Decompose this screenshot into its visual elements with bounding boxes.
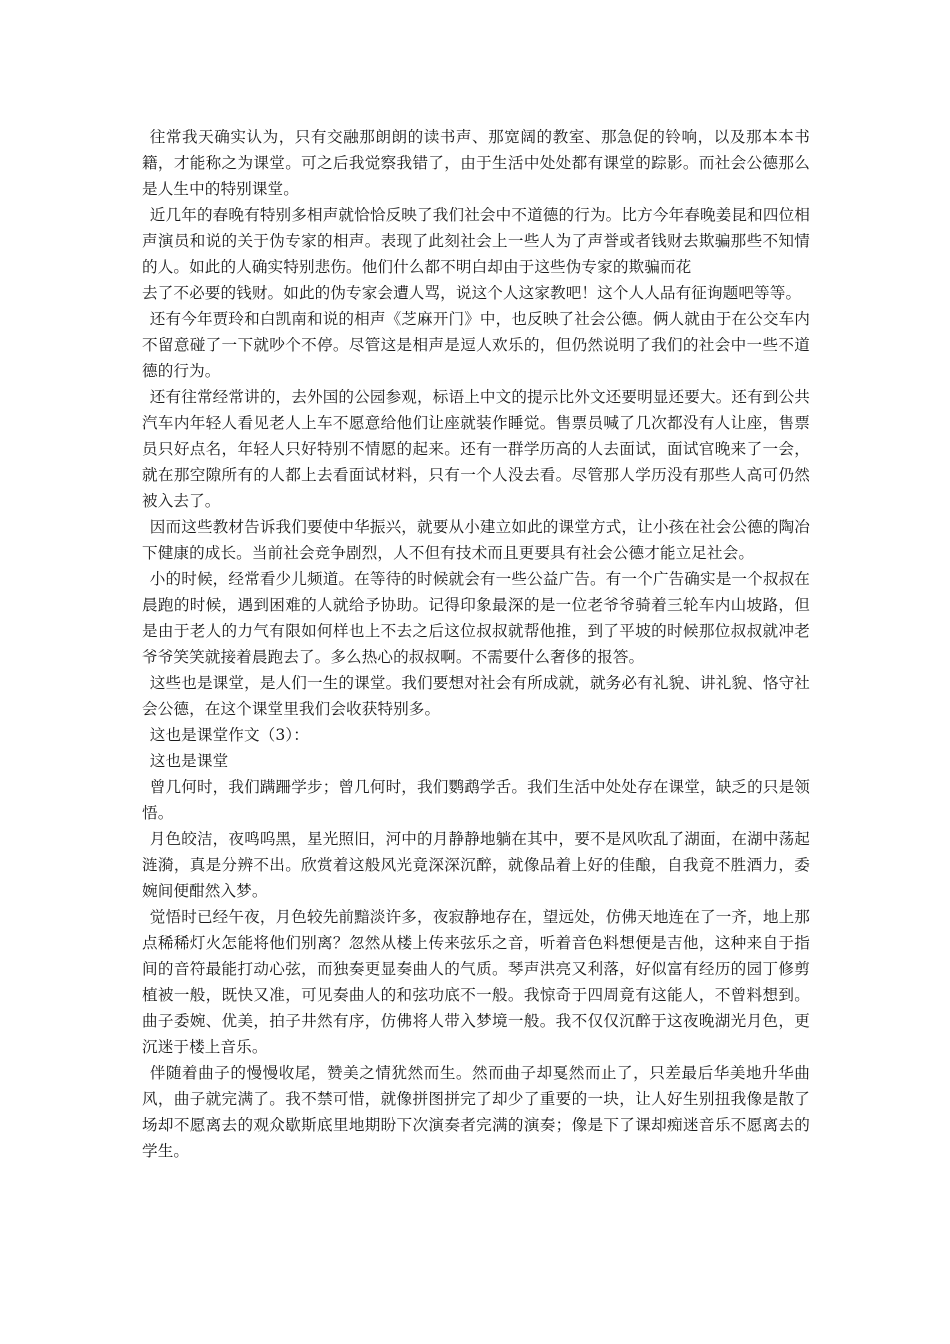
paragraph: 这些也是课堂，是人们一生的课堂。我们要想对社会有所成就，就务必有礼貌、讲礼貌、恪守社会公德，在这个课堂里我们会收获特别多。	[142, 674, 810, 718]
paragraph: 去了不必要的钱财。如此的伪专家会遭人骂，说这个人这家教吧！这个人人品有征询题吧等等。	[142, 284, 802, 302]
paragraph: 曾几何时，我们蹒跚学步；曾几何时，我们鹦鹉学舌。我们生活中处处存在课堂，缺乏的只是领悟。	[142, 778, 810, 822]
paragraph: 近几年的春晚有特别多相声就恰恰反映了我们社会中不道德的行为。比方今年春晚姜昆和四位相声演员和说的关于伪专家的相声。表现了此刻社会上一些人为了声誉或者钱财去欺骗那些不知情的人。如此的人确实特别悲伤。他们什么都不明白却由于这些伪专家的欺骗而花	[142, 206, 810, 276]
paragraph: 往常我天确实认为，只有交融那朗朗的读书声、那宽阔的教室、那急促的铃响，以及那本本书籍，才能称之为课堂。可之后我觉察我错了，由于生活中处处都有课堂的踪影。而社会公德那么是人生中的特别课堂。	[142, 128, 810, 198]
paragraph: 伴随着曲子的慢慢收尾，赞美之情犹然而生。然而曲子却戛然而止了，只差最后华美地升华曲风，曲子就完满了。我不禁可惜，就像拼图拼完了却少了重要的一块，让人好生别扭我像是散了场却不愿离去的观众歇斯底里地期盼下次演奏者完满的演奏；像是下了课却痴迷音乐不愿离去的学生。	[142, 1064, 810, 1160]
section-heading: 这也是课堂作文（3）：	[149, 726, 309, 744]
paragraph: 还有今年贾玲和白凯南和说的相声《芝麻开门》中，也反映了社会公德。俩人就由于在公交车内不留意碰了一下就吵个不停。尽管这是相声是逗人欢乐的，但仍然说明了我们的社会中一些不道德的行为。	[142, 310, 810, 380]
essay-title: 这也是课堂	[149, 752, 229, 770]
paragraph: 小的时候，经常看少儿频道。在等待的时候就会有一些公益广告。有一个广告确实是一个叔叔在晨跑的时候，遇到困难的人就给予协助。记得印象最深的是一位老爷爷骑着三轮车内山坡路，但是由于老人的力气有限如何样也上不去之后这位叔叔就帮他推，到了平坡的时候那位叔叔就冲老爷爷笑笑就接着晨跑去了。多么热心的叔叔啊。不需要什么奢侈的报答。	[142, 570, 810, 666]
paragraph: 月色皎洁，夜鸣呜黑，星光照旧，河中的月静静地躺在其中，要不是风吹乱了湖面，在湖中荡起涟漪，真是分辨不出。欣赏着这般风光竟深深沉醉，就像品着上好的佳酿，自我竟不胜酒力，委婉间便酣然入梦。	[142, 830, 810, 900]
paragraph: 因而这些教材告诉我们要使中华振兴，就要从小建立如此的课堂方式，让小孩在社会公德的陶冶下健康的成长。当前社会竞争剧烈，人不但有技术而且更要具有社会公德才能立足社会。	[142, 518, 810, 562]
paragraph: 还有往常经常讲的，去外国的公园参观，标语上中文的提示比外文还要明显还要大。还有到公共汽车内年轻人看见老人上车不愿意给他们让座就装作睡觉。售票员喊了几次都没有人让座，售票员只好点名，年轻人只好特别不情愿的起来。还有一群学历高的人去面试，面试官晚来了一会，就在那空隙所有的人都上去看面试材料，只有一个人没去看。尽管那人学历没有那些人高可仍然被入去了。	[142, 388, 810, 510]
document-body	[142, 124, 810, 1164]
paragraph: 觉悟时已经午夜，月色较先前黯淡许多，夜寂静地存在，望远处，仿佛天地连在了一齐，地上那点稀稀灯火怎能将他们别离？忽然从楼上传来弦乐之音，听着音色料想便是吉他，这种来自于指间的音符最能打动心弦，而独奏更显奏曲人的气质。琴声洪亮又利落，好似富有经历的园丁修剪植被一般，既快又准，可见奏曲人的和弦功底不一般。我惊奇于四周竟有这能人，不曾料想到。曲子委婉、优美，拍子井然有序，仿佛将人带入梦境一般。我不仅仅沉醉于这夜晚湖光月色，更沉迷于楼上音乐。	[142, 908, 810, 1056]
